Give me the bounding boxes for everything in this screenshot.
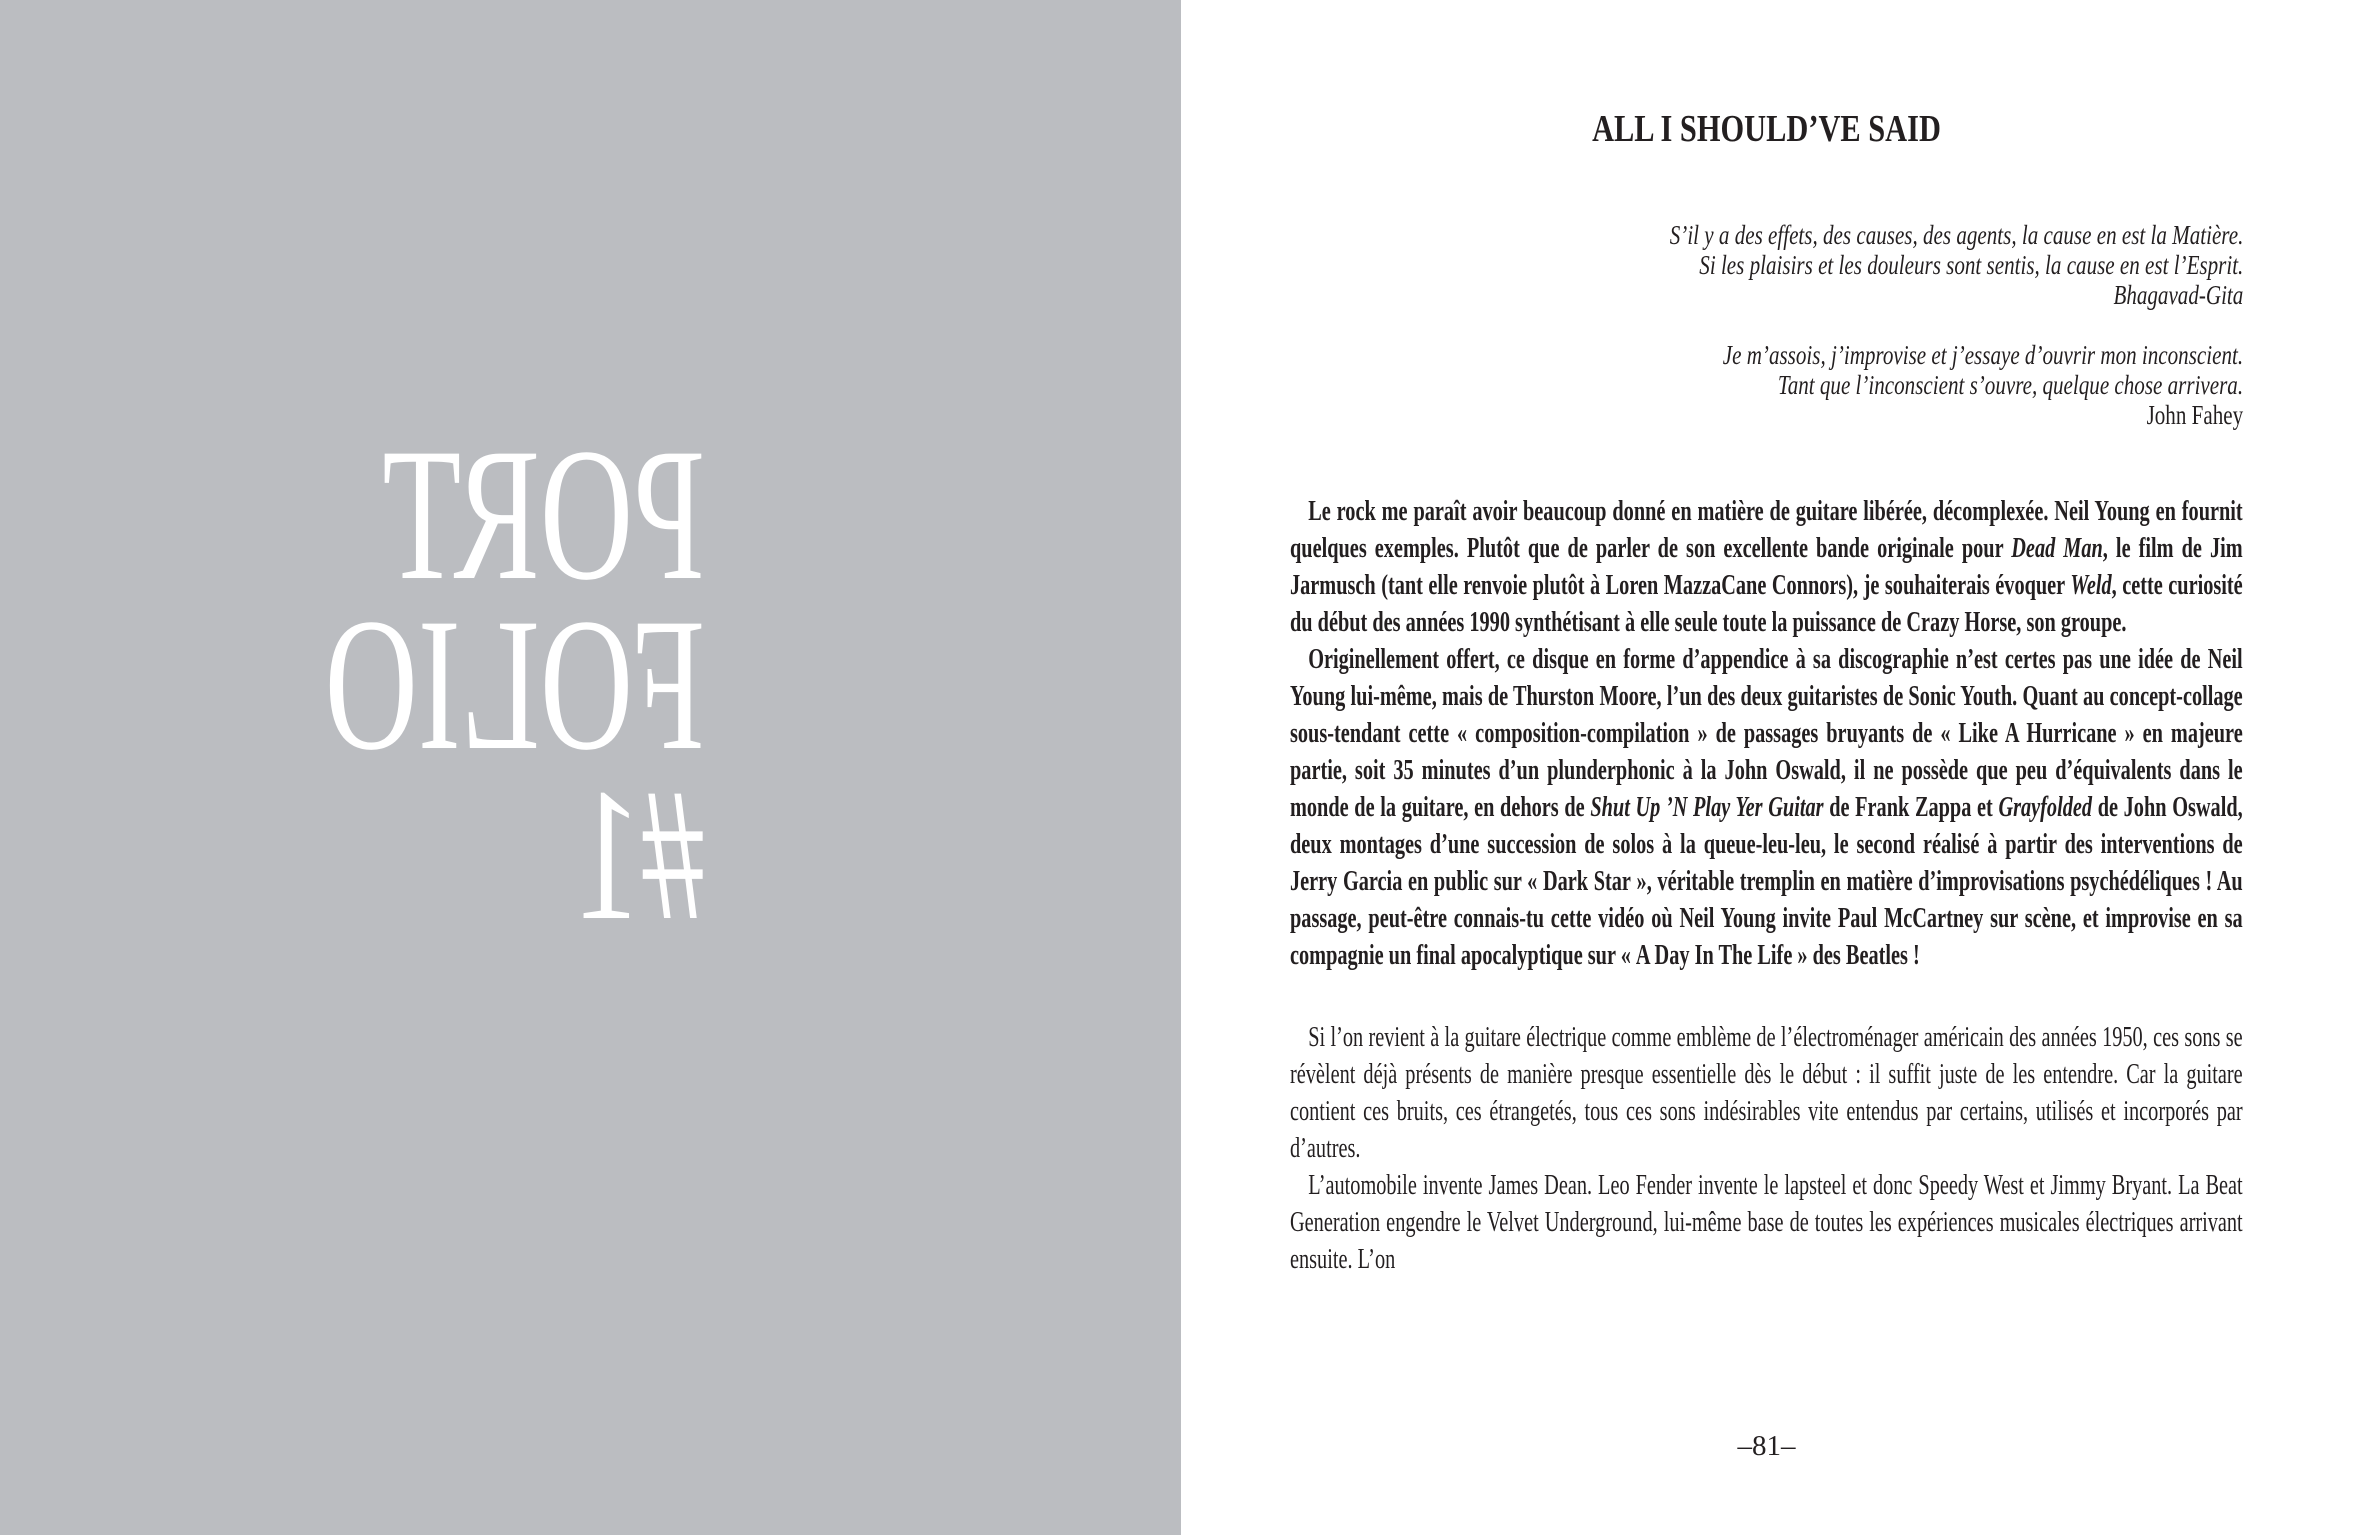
mirrored-title-line-port: PORT — [382, 410, 705, 620]
epigraph-john-fahey — [1723, 340, 2243, 430]
epigraph-line: Je m’assois, j’improvise et j’essaye d’ouvrir mon inconscient. — [1722, 340, 2243, 370]
body-paragraph: Originellement offert, ce disque en forme d’appendice à sa discographie n’est certes pas une idée de Neil Young lui-même, mais de Thurston Moore, l’un des deux guitaristes de Sonic Youth. Quant au concept-collage sous-tendant cette « composition-compilation » de passages bruyants de « Like A Hurricane » en majeure partie, soit 35 minutes d’un plunderphonic à la John Oswald, il ne possède que peu d’équivalents dans le monde de la guitare, en dehors de Shut Up ’N Play Yer Guitar de Frank Zappa et Grayfolded de John Oswald, deux montages d’une succession de solos à la queue-leu-leu, le second réalisé à partir des interventions de Jerry Garcia en public sur « Dark Star », véritable tremplin en matière d’improvisations psychédéliques ! Au passage, peut-être connais-tu cette vidéo où Neil Young invite Paul McCartney sur scène, et improvise en sa compagnie un final apocalyptique sur « A Day In The Life » des Beatles ! — [1290, 643, 2243, 971]
mirrored-title-line-number: #1 — [575, 750, 705, 960]
epigraph-line: Si les plaisirs et les douleurs sont sentis, la cause en est l’Esprit. — [1698, 250, 2243, 280]
body-paragraph: Si l’on revient à la guitare électrique comme emblème de l’électroménager américain des années 1950, ces sons se révèlent déjà présents de manière presque essentielle dès le début : il suffit juste de les entendre. Car la guitare contient ces bruits, ces étrangetés, tous ces sons indésirables vite entendus par certains, utilisés et incorporés par d’autres. — [1290, 1021, 2243, 1164]
right-page — [1181, 0, 2362, 1535]
mirrored-portfolio-title — [324, 410, 705, 960]
epigraph-line: S’il y a des effets, des causes, des agents, la cause en est la Matière. — [1669, 220, 2243, 250]
body-text — [1290, 493, 2243, 1278]
body-paragraph: Le rock me paraît avoir beaucoup donné en matière de guitare libérée, décomplexée. Neil Young en fournit quelques exemples. Plutôt que de parler de son excellente bande originale pour Dead Man, le film de Jim Jarmusch (tant elle renvoie plutôt à Loren MazzaCane Connors), je souhaiterais évoquer Weld, cette curiosité du début des années 1990 synthétisant à elle seule toute la puissance de Crazy Horse, son groupe. — [1290, 495, 2243, 638]
epigraph-attribution: John Fahey — [2146, 400, 2243, 430]
page-number: –81– — [1737, 1430, 1796, 1462]
epigraph-line: Tant que l’inconscient s’ouvre, quelque chose arrivera. — [1777, 370, 2243, 400]
epigraph-bhagavad-gita — [1669, 220, 2243, 310]
epigraph-attribution: Bhagavad-Gita — [2113, 280, 2243, 310]
mirrored-title-line-folio: FOLIO — [324, 580, 705, 790]
body-paragraph: L’automobile invente James Dean. Leo Fender invente le lapsteel et donc Speedy West et Jimmy Bryant. La Beat Generation engendre le Velvet Underground, lui-même base de toutes les expériences musicales électriques arrivant ensuite. L’on — [1290, 1169, 2243, 1275]
chapter-title: ALL I SHOULD’VE SAID — [1592, 108, 1941, 150]
